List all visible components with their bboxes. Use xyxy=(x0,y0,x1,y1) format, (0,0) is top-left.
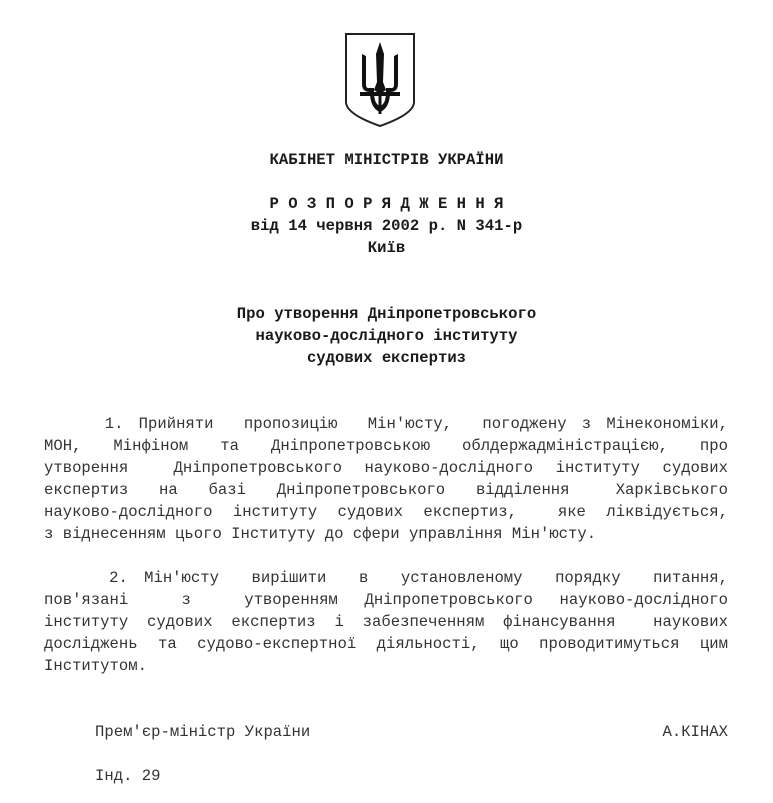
trident-coat-of-arms-icon xyxy=(344,32,416,128)
document-title-line: Про утворення Дніпропетровського xyxy=(236,305,537,323)
date-and-number: від 14 червня 2002 р. N 341-р xyxy=(250,217,523,235)
document-index: Інд. 29 xyxy=(95,767,161,785)
document-title-line: судових експертиз xyxy=(306,349,467,367)
paragraph-line: пов'язані з утворенням Дніпропетровського науково-дослідного xyxy=(44,591,728,609)
paragraph-line: Інститутом. xyxy=(44,657,147,675)
paragraph-line: МОН, Мінфіном та Дніпропетровською облдержадміністрацією, про xyxy=(44,437,728,455)
paragraph-line: досліджень та судово-експертної діяльності, що проводитимуться цим xyxy=(44,635,728,653)
document-title-line: науково-дослідного інституту xyxy=(255,327,518,345)
paragraph-line: утворення Дніпропетровського науково-дослідного інституту судових xyxy=(44,459,728,477)
signatory-name: А.КІНАХ xyxy=(662,723,728,741)
paragraph-line: науково-дослідного інституту судових експертиз, яке ліквідується, xyxy=(44,503,728,521)
document-type: Р О З П О Р Я Д Ж Е Н Н Я xyxy=(269,195,504,213)
issuer-heading: КАБІНЕТ МІНІСТРІВ УКРАЇНИ xyxy=(269,151,504,169)
paragraph-line: 2. Мін'юсту вирішити в установленому порядку питання, xyxy=(44,569,728,587)
city: Київ xyxy=(367,239,406,257)
paragraph-line: інституту судових експертиз і забезпеченням фінансування наукових xyxy=(44,613,728,631)
paragraph-line: експертиз на базі Дніпропетровського відділення Харківського xyxy=(44,481,728,499)
signatory-position: Прем'єр-міністр України xyxy=(95,723,311,741)
paragraph-line: з віднесенням цього Інституту до сфери управління Мін'юсту. xyxy=(44,525,597,543)
paragraph-line: 1. Прийняти пропозицію Мін'юсту, погоджену з Мінекономіки, xyxy=(44,415,728,433)
